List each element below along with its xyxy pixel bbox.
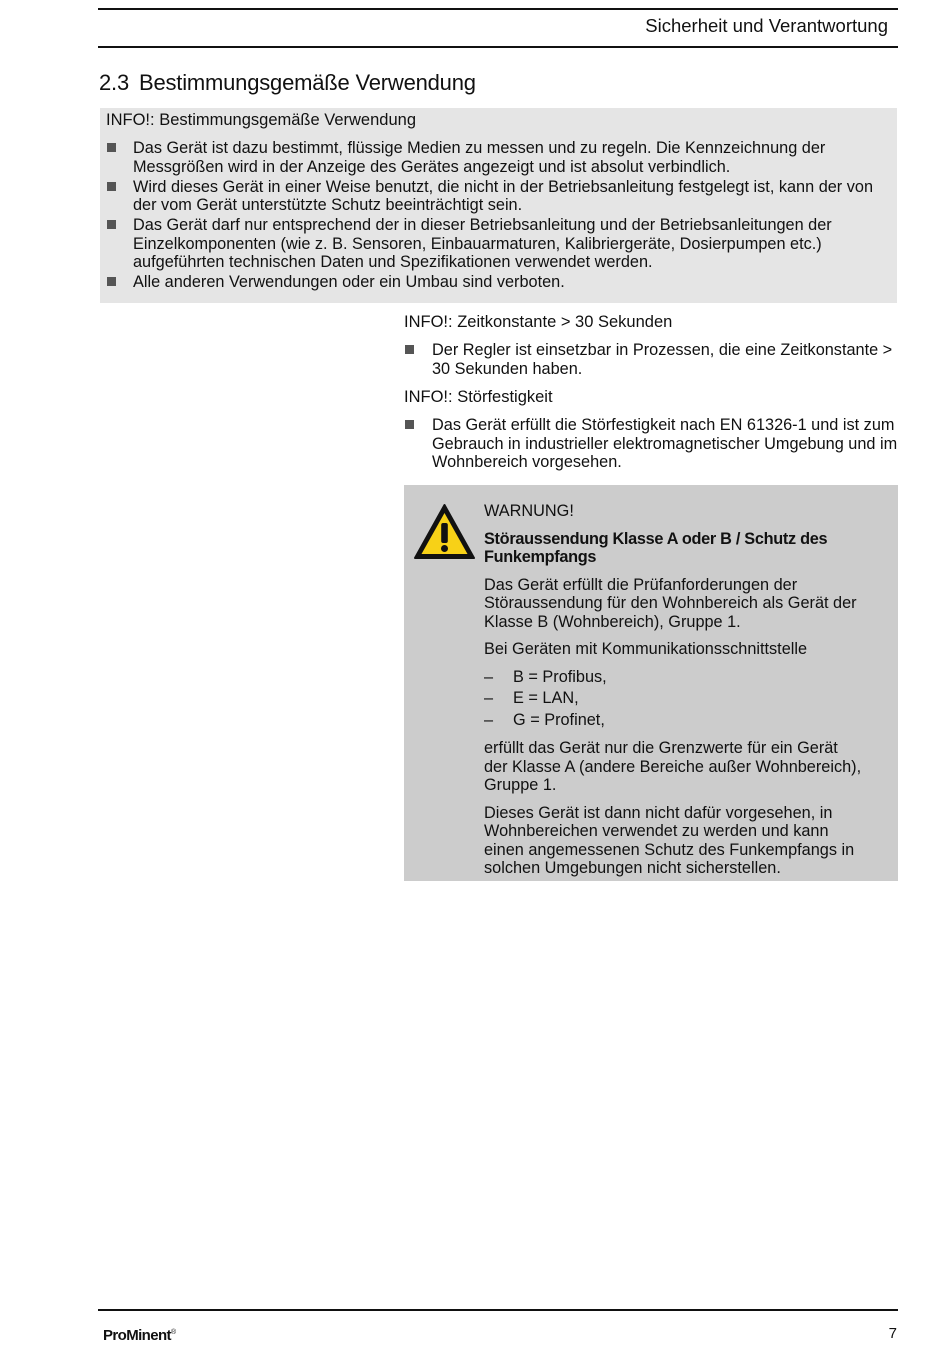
section-title — [99, 70, 476, 96]
list-item — [484, 711, 864, 730]
info-title: Zeitkonstante > 30 Sekunden — [457, 313, 673, 331]
list-item — [133, 273, 895, 292]
section-title-text: Bestimmungsgemäße Verwendung — [138, 70, 476, 95]
warning-paragraph: erfüllt das Gerät nur die Grenzwerte für ein Gerät der Klasse A (andere Bereiche außer Wohnbereich), Gruppe 1. — [484, 739, 862, 794]
section-number: 2.3 — [99, 70, 129, 95]
info-box-time-constant — [404, 313, 898, 378]
warning-box — [404, 485, 898, 881]
warning-triangle-icon — [413, 503, 476, 560]
registered-mark: ® — [170, 1329, 176, 1336]
list-item — [432, 416, 898, 472]
info-box-intended-use — [100, 108, 897, 303]
square-bullet-icon — [107, 182, 116, 191]
logo-text: ProMinent — [103, 1327, 171, 1344]
list-item — [432, 341, 898, 378]
list-item — [484, 668, 864, 687]
footer-rule — [98, 1309, 898, 1311]
list-item-text: G = Profinet, — [513, 710, 605, 729]
list-item-text: Alle anderen Verwendungen oder ein Umbau sind verboten. — [133, 273, 565, 291]
info-heading — [404, 388, 898, 407]
info-label: INFO!: — [404, 388, 453, 406]
list-item-text: Wird dieses Gerät in einer Weise benutzt, die nicht in der Betriebsanleitung festgelegt ist, kann der von der vom Gerät unterstützte Schutz beeinträchtigt sein. — [133, 177, 873, 214]
info-label: INFO!: — [106, 111, 155, 129]
list-item-text: Das Gerät erfüllt die Störfestigkeit nach EN 61326-1 und ist zum Gebrauch in industrieller elektromagnetischer Umgebung und im Wohnbereich vorgesehen. — [432, 416, 898, 471]
warning-subtitle: Störaussendung Klasse A oder B / Schutz des Funkempfangs — [484, 529, 828, 566]
page-number: 7 — [888, 1325, 897, 1342]
info-title: Störfestigkeit — [457, 388, 553, 406]
square-bullet-icon — [107, 220, 116, 229]
warning-paragraph: Dieses Gerät ist dann nicht dafür vorgesehen, in Wohnbereichen verwendet zu werden und kann einen angemessenen Schutz des Funkempfangs in solchen Umgebungen nicht sicherstellen. — [484, 803, 855, 877]
warning-paragraph: Bei Geräten mit Kommunikationsschnittstelle — [484, 640, 808, 658]
list-item — [484, 689, 864, 708]
square-bullet-icon — [405, 420, 414, 429]
list-item — [133, 216, 895, 272]
dash-bullet-icon: – — [484, 689, 494, 707]
running-head: Sicherheit und Verantwortung — [645, 15, 888, 36]
list-item-text: Das Gerät darf nur entsprechend der in dieser Betriebsanleitung und der Betriebsanleitungen der Einzelkomponenten (wie z. B. Sensoren, Einbauarmaturen, Kalibriergeräte, Dosierpumpen etc.) aufgeführten technischen Daten und Spezifikationen verwendet werden. — [133, 216, 832, 271]
info-heading — [404, 313, 898, 332]
dash-list — [484, 668, 864, 730]
warning-paragraph: Das Gerät erfüllt die Prüfanforderungen der Störaussendung für den Wohnbereich als Gerät der Klasse B (Wohnbereich), Gruppe 1. — [484, 575, 857, 631]
list-item-text: Der Regler ist einsetzbar in Prozessen, die eine Zeitkonstante > 30 Sekunden haben. — [432, 341, 893, 378]
info-box-immunity — [404, 388, 898, 472]
square-bullet-icon — [107, 143, 116, 152]
list-item-text: E = LAN, — [513, 689, 579, 707]
list-item — [133, 178, 895, 215]
info-label: INFO!: — [404, 313, 453, 331]
prominent-logo — [103, 1327, 176, 1344]
dash-bullet-icon: – — [484, 710, 494, 729]
list-item-text: B = Profibus, — [513, 667, 607, 686]
bullet-list — [133, 139, 895, 293]
square-bullet-icon — [107, 277, 116, 286]
warning-title: WARNUNG! — [484, 502, 574, 520]
info-heading — [106, 111, 416, 130]
header-rule — [98, 46, 898, 48]
list-item — [133, 139, 895, 176]
info-title: Bestimmungsgemäße Verwendung — [159, 111, 416, 129]
bullet-list — [432, 341, 898, 378]
top-rule — [98, 8, 898, 10]
dash-bullet-icon: – — [484, 667, 494, 686]
warning-body — [484, 502, 864, 887]
square-bullet-icon — [405, 345, 414, 354]
bullet-list — [432, 416, 898, 472]
list-item-text: Das Gerät ist dazu bestimmt, flüssige Medien zu messen und zu regeln. Die Kennzeichnung der Messgrößen wird in der Anzeige des Gerätes angezeigt und ist absolut verbindlich. — [133, 139, 826, 176]
